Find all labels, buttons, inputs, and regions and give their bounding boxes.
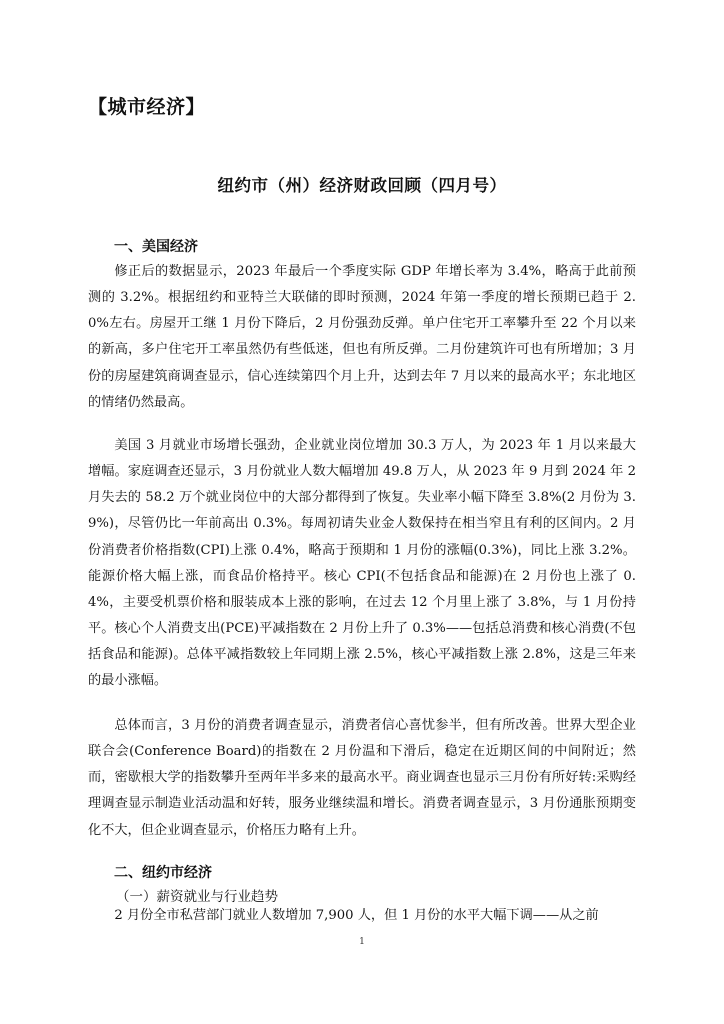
paragraph-surveys: 总体而言，3 月份的消费者调查显示，消费者信心喜忧参半，但有所改善。世界大型企业联合会(Conference Board)的指数在 2 月份温和下滑后，稳定在近期区间的中间附近；然而，密歇根大学的指数攀升至两年半多来的最高水平。商业调查也显示三月份有所好转:采购经理调查显示制造业活动温和好转，服务业继续温和增长。消费者调查显示，3 月份通胀预期变化不大，但企业调查显示，价格压力略有上升。 [88, 718, 636, 838]
paragraph-private-employment: 2 月份全市私营部门就业人数增加 7,900 人，但 1 月份的水平大幅下调——从之前 [114, 908, 599, 923]
paragraph-employment-inflation: 美国 3 月就业市场增长强劲，企业就业岗位增加 30.3 万人，为 2023 年 1 月以来最大增幅。家庭调查还显示，3 月份就业人数大幅增加 49.8 万人，从 2023 年 9 月到 2024 年 2 月失去的 58.2 万个就业岗位中的大部分都得到了恢复。失业率小幅下降至 3.8%(2 月份为 3.9%)，尽管仍比一年前高出 0.3%。每周初请失业金人数保持在相当窄且有利的区间内。2 月份消费者价格指数(CPI)上涨 0.4%，略高于预期和 1 月份的涨幅(0.3%)，同比上涨 3.2%。能源价格大幅上涨，而食品价格持平。核心 CPI(不包括食品和能源)在 2 月份也上涨了 0.4%，主要受机票价格和服装成本上涨的影响，在过去 12 个月里上涨了 3.8%，与 1 月份持平。核心个人消费支出(PCE)平减指数在 2 月份上升了 0.3%——包括总消费和核心消费(不包括食品和能源)。总体平减指数较上年同期上涨 2.5%，核心平减指数上涨 2.8%，这是三年来的最小涨幅。 [88, 438, 636, 689]
subheading-payroll-trends: （一）薪资就业与行业趋势 [116, 889, 278, 905]
section-tag: 【城市经济】 [88, 96, 206, 118]
document-title: 纽约市（州）经济财政回顾（四月号） [217, 176, 507, 195]
paragraph-gdp-housing: 修正后的数据显示，2023 年最后一个季度实际 GDP 年增长率为 3.4%，略高于此前预测的 3.2%。根据纽约和亚特兰大联储的即时预测，2024 年第一季度的增长预期已趋于 2.0%左右。房屋开工继 1 月份下降后，2 月份强劲反弹。单户住宅开工率攀升至 22 个月以来的新高，多户住宅开工率虽然仍有些低迷，但也有所反弹。二月份建筑许可也有所增加；3 月份的房屋建筑商调查显示，信心连续第四个月上升，达到去年 7 月以来的最高水平；东北地区的情绪仍然最高。 [88, 264, 636, 410]
section-heading-us-economy: 一、美国经济 [114, 239, 198, 255]
section-heading-nyc-economy: 二、纽约市经济 [114, 865, 212, 881]
page-number: 1 [359, 937, 365, 947]
